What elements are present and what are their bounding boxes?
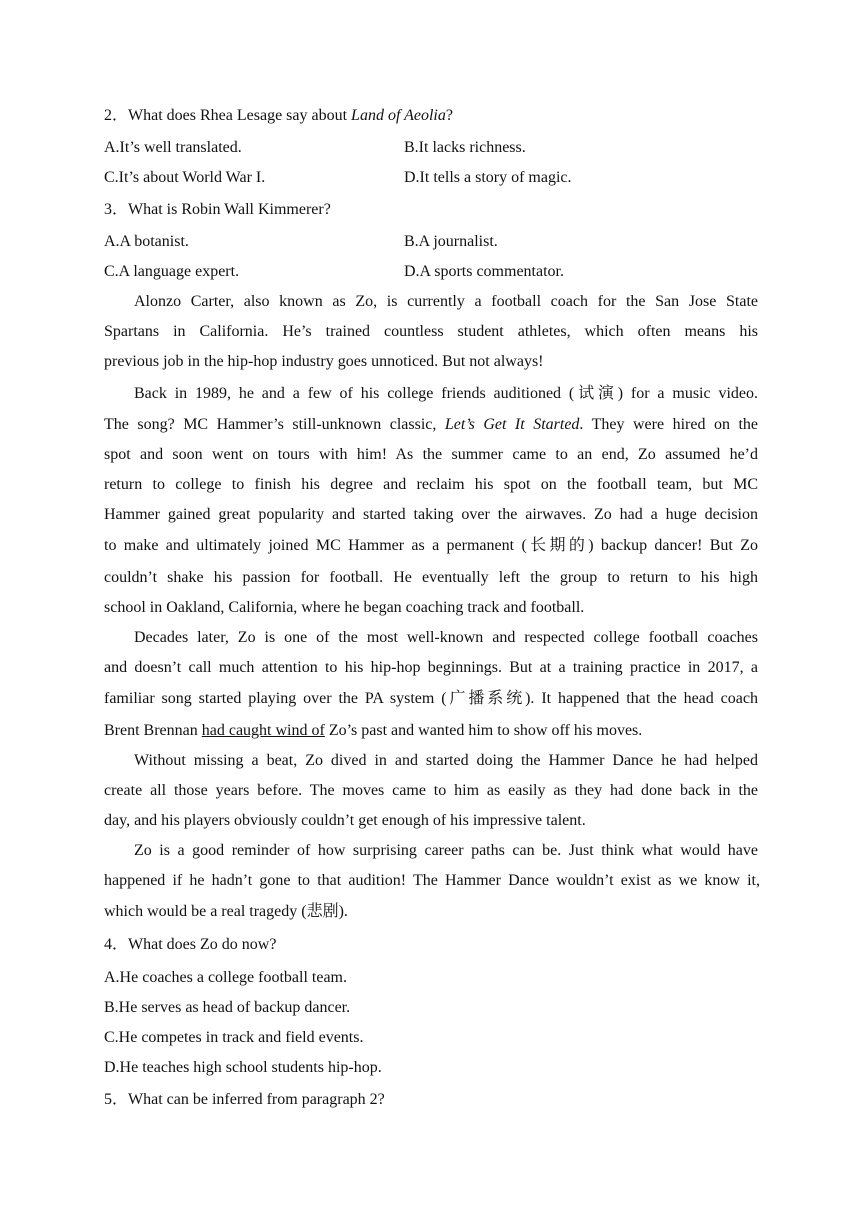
passage-line: previous job in the hip-hop industry goes unnoticed. But not always! [104, 353, 544, 370]
passage-line: day, and his players obviously couldn’t get enough of his impressive talent. [104, 812, 586, 829]
passage-line: familiar song started playing over the PA system (广播系统). It happened that the head coach [104, 690, 758, 707]
passage-line: spot and soon went on tours with him! As the summer came to an end, Zo assumed he’d [104, 446, 758, 463]
passage-line: which would be a real tragedy (悲剧). [104, 903, 348, 920]
passage-line: Spartans in California. He’s trained countless student athletes, which often means his [104, 323, 758, 340]
passage-line: Brent Brennan had caught wind of Zo’s past and wanted him to show off his moves. [104, 722, 643, 739]
passage-line: Zo is a good reminder of how surprising career paths can be. Just think what would have [134, 842, 758, 859]
question-3-options-row-1 [104, 232, 760, 252]
question-number: 4． [104, 936, 129, 953]
option-b: B.He serves as head of backup dancer. [104, 999, 351, 1016]
question-4-stem: 4．What does Zo do now? [104, 936, 277, 953]
passage-line: school in Oakland, California, where he began coaching track and football. [104, 599, 585, 616]
question-3-stem: 3．What is Robin Wall Kimmerer? [104, 201, 331, 218]
option-b: B.A journalist. [404, 233, 498, 250]
question-5-stem: 5．What can be inferred from paragraph 2? [104, 1091, 385, 1108]
passage-line: Decades later, Zo is one of the most well-known and respected college football coaches [134, 629, 758, 646]
question-number: 3． [104, 201, 129, 218]
option-c: C.He competes in track and field events. [104, 1029, 364, 1046]
passage-line: and doesn’t call much attention to his hip-hop beginnings. But at a training practice in 2017, a [104, 659, 758, 676]
option-c: C.A language expert. [104, 263, 240, 280]
question-3-options-row-2 [104, 262, 760, 282]
option-a: A.It’s well translated. [104, 139, 242, 156]
passage-line: Without missing a beat, Zo dived in and started doing the Hammer Dance he had helped [134, 752, 758, 769]
song-title: Let’s Get It Started [444, 416, 580, 433]
passage-line: Back in 1989, he and a few of his college friends auditioned (试演) for a music video. [134, 385, 758, 402]
passage-line: to make and ultimately joined MC Hammer as a permanent (长期的) backup dancer! But Zo [104, 537, 758, 554]
option-d: D.He teaches high school students hip-hop. [104, 1059, 382, 1076]
question-2-options-row-1 [104, 138, 760, 158]
option-d: D.It tells a story of magic. [404, 169, 572, 186]
passage-line: Alonzo Carter, also known as Zo, is currently a football coach for the San Jose State [134, 293, 758, 310]
underlined-phrase: had caught wind of [201, 722, 325, 739]
option-a: A.He coaches a college football team. [104, 969, 347, 986]
option-d: D.A sports commentator. [404, 263, 564, 280]
option-b: B.It lacks richness. [404, 139, 526, 156]
question-number: 2． [104, 107, 129, 124]
question-2-options-row-2 [104, 168, 760, 188]
passage-line: Hammer gained great popularity and started taking over the airwaves. Zo had a huge decision [104, 506, 758, 523]
option-a: A.A botanist. [104, 233, 189, 250]
passage-line: return to college to finish his degree and reclaim his spot on the football team, but MC [104, 476, 758, 493]
question-2-stem: 2．What does Rhea Lesage say about Land of Aeolia? [104, 107, 453, 124]
question-number: 5． [104, 1091, 129, 1108]
book-title: Land of Aeolia [351, 107, 446, 124]
passage-line: create all those years before. The moves came to him as easily as they had done back in the [104, 782, 758, 799]
passage-line: couldn’t shake his passion for football. He eventually left the group to return to his high [104, 569, 758, 586]
passage-line: The song? MC Hammer’s still-unknown classic, Let’s Get It Started. They were hired on the [104, 416, 759, 433]
passage-line: happened if he hadn’t gone to that audition! The Hammer Dance wouldn’t exist as we know it, [104, 872, 760, 889]
option-c: C.It’s about World War I. [104, 169, 266, 186]
